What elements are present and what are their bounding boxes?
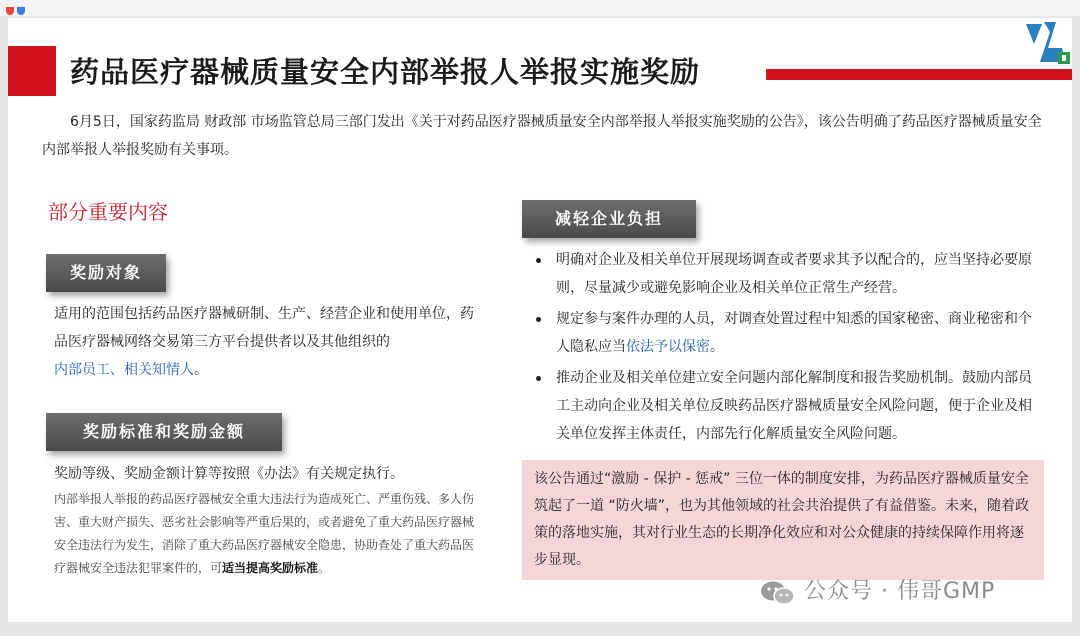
reward-standard-detail-end: 。 bbox=[318, 561, 331, 575]
reward-target-tag: 奖励对象 bbox=[46, 254, 166, 292]
bullet-icon bbox=[536, 376, 541, 381]
title-accent-line bbox=[766, 69, 1072, 80]
app-icon[interactable] bbox=[6, 0, 32, 8]
page-title: 药品医疗器械质量安全内部举报人举报实施奖励 bbox=[70, 55, 701, 89]
list-item-text: 推动企业及相关单位建立安全问题内部化解制度和报告奖励机制。鼓励内部员工主动向企业及相关单位反映药品医疗器械质量安全风险问题，便于企业及相关单位发挥主体责任，内部先行化解质量安全风险问题。 bbox=[556, 370, 1032, 442]
reward-standard-paragraph: 奖励等级、奖励金额计算等按照《办法》有关规定执行。 bbox=[54, 466, 404, 482]
list-item-highlight: 依法予以保密 bbox=[626, 339, 710, 355]
reward-target-paragraph bbox=[54, 300, 484, 384]
footer-text: 公众号 · 伟哥GMP bbox=[804, 579, 996, 604]
reward-standard-tag: 奖励标准和奖励金额 bbox=[46, 413, 282, 451]
reward-standard-detail bbox=[54, 488, 484, 580]
reward-target-end: 。 bbox=[194, 362, 208, 378]
reduce-burden-tag: 减轻企业负担 bbox=[522, 200, 696, 238]
reward-target-text: 适用的范围包括药品医疗器械研制、生产、经营企业和使用单位，药品医疗器械网络交易第三方平台提供者以及其他组织的 bbox=[54, 306, 474, 350]
list-item-text: 明确对企业及相关单位开展现场调查或者要求其予以配合的，应当坚持必要原则，尽量减少或避免影响企业及相关单位正常生产经营。 bbox=[556, 252, 1032, 296]
logo-icon bbox=[1022, 18, 1072, 68]
list-item bbox=[530, 364, 1042, 448]
reward-standard-detail-bold: 适当提高奖励标准 bbox=[222, 561, 319, 575]
list-item bbox=[530, 305, 1042, 361]
list-item-end: 。 bbox=[710, 339, 724, 355]
reward-target-highlight: 内部员工、相关知情人 bbox=[54, 362, 194, 378]
reduce-burden-list bbox=[530, 246, 1042, 451]
wechat-icon bbox=[760, 580, 796, 606]
list-item bbox=[530, 246, 1042, 302]
reward-standard-detail-text: 内部举报人举报的药品医疗器械安全重大违法行为造成死亡、严重伤残、多人伤害、重大财产损失、恶劣社会影响等严重后果的，或者避免了重大药品医疗器械安全违法行为发生，消除了重大药品医疗器械安全隐患，协助查处了重大药品医疗器械安全违法犯罪案件的，可 bbox=[54, 492, 475, 575]
bullet-icon bbox=[536, 317, 541, 322]
section-heading: 部分重要内容 bbox=[48, 200, 168, 224]
window-top-strip bbox=[0, 0, 1080, 16]
title-accent-block bbox=[8, 46, 56, 96]
summary-box: 该公告通过“激励 - 保护 - 惩戒” 三位一体的制度安排，为药品医疗器械质量安全筑起了一道 “防火墙”，也为其他领域的社会共治提供了有益借鉴。未来，随着政策的落地实施，其对行业生态的长期净化效应和对公众健康的持续保障作用将逐步显现。 bbox=[522, 460, 1044, 580]
slide bbox=[8, 18, 1072, 622]
list-item-text: 规定参与案件办理的人员，对调查处置过程中知悉的国家秘密、商业秘密和个人隐私应当 bbox=[556, 311, 1032, 355]
intro-paragraph: 6月5日，国家药监局 财政部 市场监管总局三部门发出《关于对药品医疗器械质量安全内部举报人举报实施奖励的公告》，该公告明确了药品医疗器械质量安全内部举报人举报奖励有关事项。 bbox=[42, 114, 1042, 158]
bullet-icon bbox=[536, 258, 541, 263]
